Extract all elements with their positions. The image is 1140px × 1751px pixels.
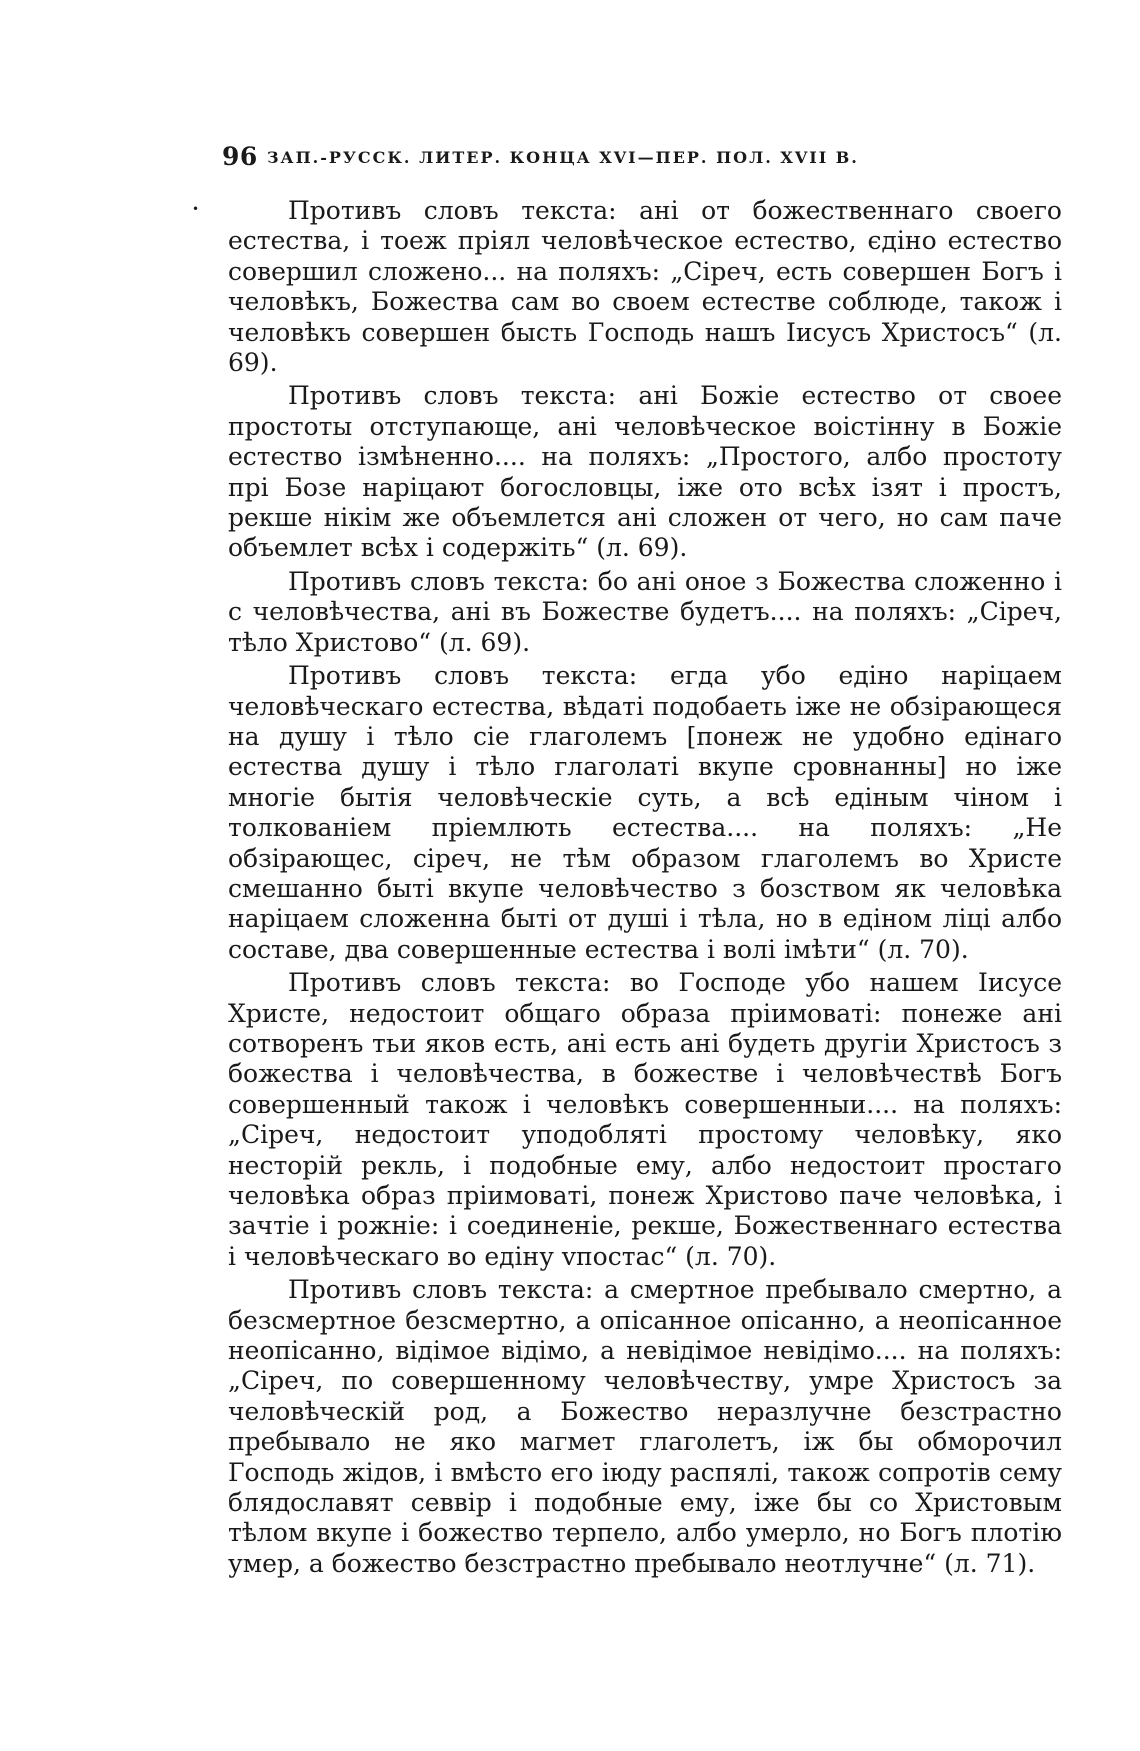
paragraph: Противъ словъ текста: ані Божіе естество от своее простоты отступающе, ані человѣческое воістінну в Божіе естество ізмѣненно.... на поляхъ: „Простого, албо простоту прі Бозе наріцают богословцы, іже ото всѣх ізят і простъ, рекше нікім же объемлется ані сложен от чего, но сам паче объемлет всѣх і содержіть“ (л. 69).	[228, 381, 1062, 563]
paragraph: Противъ словъ текста: а смертное пребывало смертно, а безсмертное безсмертно, а опісанное опісанно, а неопісанное неопісанно, відімое відімо, а невідімое невідімо.... на поляхъ: „Сіреч, по совершенному человѣчеству, умре Христосъ за человѣческій род, а Божество неразлучне безстрастно пребывало не яко магмет глаголетъ, іж бы обморочил Господь жідов, і вмѣсто его іюду распялі, також сопротів сему блядославят севвір і подобные ему, іже бы со Христовым тѣлом вкупе і божество терпело, албо умерло, но Богъ плотію умер, а божество безстрастно пребывало неотлучне“ (л. 71).	[228, 1275, 1062, 1578]
body-text	[228, 196, 1062, 1579]
running-head: ЗАП.-РУССК. ЛИТЕР. КОНЦА XVI—ПЕР. ПОЛ. XVII В.	[267, 148, 859, 167]
page-header	[222, 142, 922, 176]
paragraph: Противъ словъ текста: бо ані оное з Божества сложенно і с человѣчества, ані въ Божестве будетъ.... на поляхъ: „Сіреч, тѣло Христово“ (л. 69).	[228, 566, 1062, 657]
paragraph: Противъ словъ текста: егда убо едіно наріцаем человѣческаго естества, вѣдаті подобаеть іже не обзірающеся на душу і тѣло сіе глаголемъ [понеж не удобно едінаго естества душу і тѣло глаголаті вкупе сровнанны] но іже многіе бытія человѣческіе суть, а всѣ едіным чіном і толкованіем пріемлють естества.... на поляхъ: „Не обзірающес, сіреч, не тѣм образом глаголемъ во Христе смешанно быті вкупе человѣчество з бозством як человѣка наріцаем сложенна быті от душі і тѣла, но в едіном ліці албо составе, два совершенные естества і волі імѣти“ (л. 70).	[228, 661, 1062, 964]
margin-mark: •	[192, 202, 200, 216]
page-number: 96	[222, 142, 258, 171]
paragraph: Противъ словъ текста: ані от божественнаго своего естества, і тоеж пріял человѣческое естество, єдіно естество совершил сложено... на поляхъ: „Сіреч, есть совершен Богъ і человѣкъ, Божества сам во своем естестве соблюде, також і человѣкъ совершен бысть Господь нашъ Іисусъ Христосъ“ (л. 69).	[228, 196, 1062, 378]
paragraph: Противъ словъ текста: во Господе убо нашем Іисусе Христе, недостоит общаго образа пріимоваті: понеже ані сотворенъ тьи яков есть, ані есть ані будеть другіи Христосъ з божества і человѣчества, в божестве і человѣчествѣ Богъ совершенный також і человѣкъ совершенныи.... на поляхъ: „Сіреч, недостоит уподобляті простому человѣку, яко несторій рекль, і подобные ему, албо недостоит простаго человѣка образ пріимоваті, понеж Христово паче человѣка, і зачтіе і рожніе: і соединеніе, рекше, Божественнаго естества і человѣческаго во едіну vпостас“ (л. 70).	[228, 968, 1062, 1271]
